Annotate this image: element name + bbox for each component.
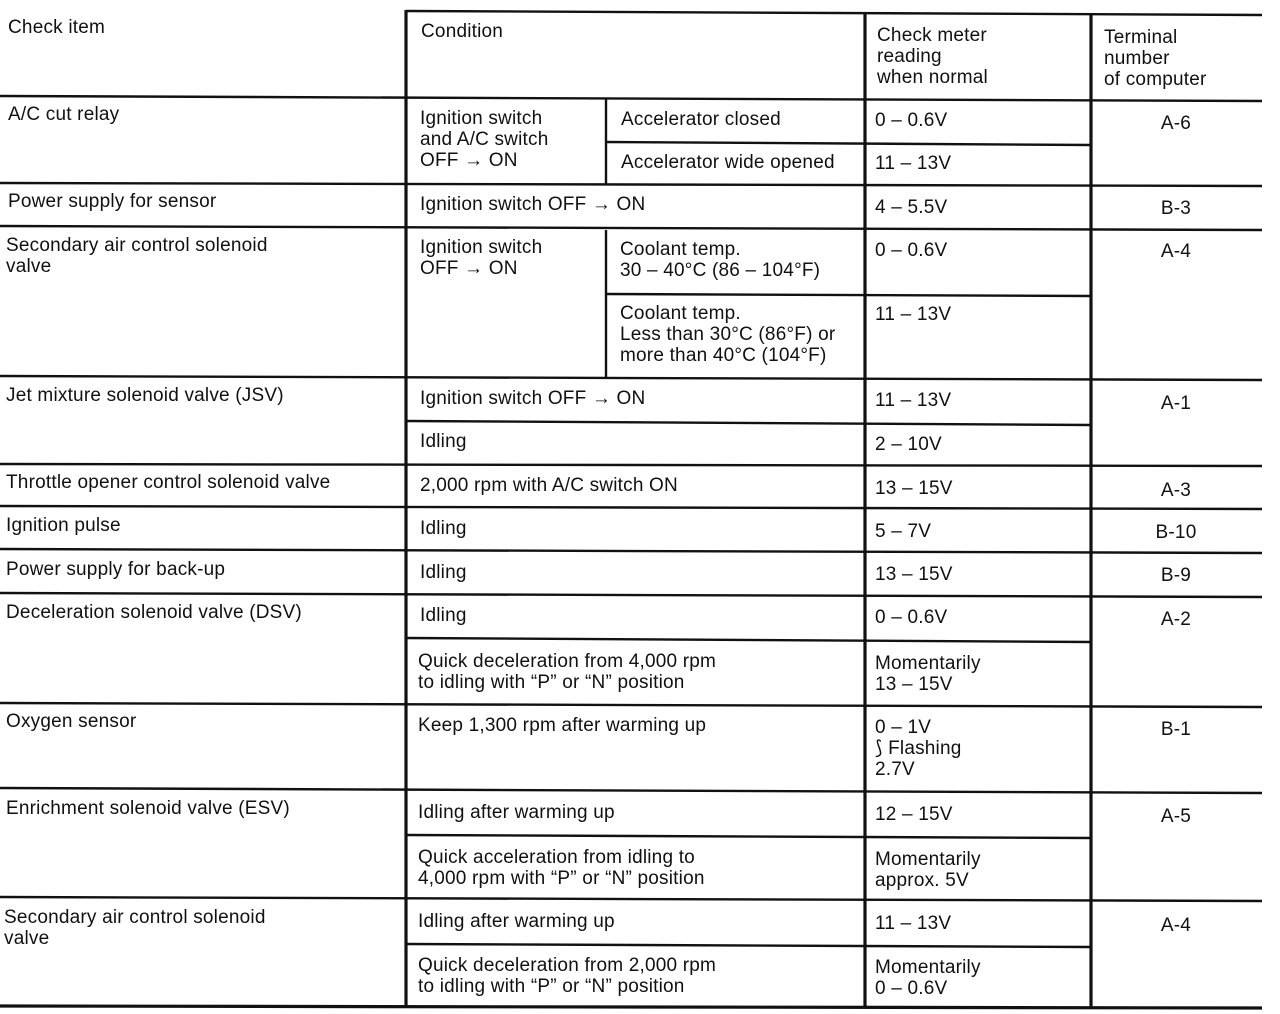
row-reading: 5 – 7V bbox=[875, 521, 932, 542]
row-item: Power supply for sensor bbox=[8, 191, 217, 212]
row-condition: Idling after warming up bbox=[418, 802, 615, 823]
row-item: Power supply for back-up bbox=[6, 559, 226, 580]
grid-line bbox=[606, 142, 1091, 145]
grid-line bbox=[0, 226, 1262, 230]
grid-line bbox=[0, 506, 1262, 509]
row-terminal: A-1 bbox=[1160, 393, 1192, 414]
row-terminal: A-4 bbox=[1160, 915, 1192, 936]
row-condition: Keep 1,300 rpm after warming up bbox=[418, 715, 707, 736]
row-reading: 4 – 5.5V bbox=[875, 197, 948, 218]
row-item: Secondary air control solenoid valve bbox=[4, 907, 266, 949]
row-condition: Ignition switch OFF → ON bbox=[420, 388, 646, 409]
row-condition: Quick acceleration from idling to 4,000 rpm with “P” or “N” position bbox=[418, 847, 705, 889]
row-item: Oxygen sensor bbox=[6, 711, 137, 732]
grid-line bbox=[0, 96, 1262, 101]
grid-line bbox=[406, 421, 1091, 425]
row-reading: 0 – 0.6V bbox=[875, 607, 948, 628]
row-reading: Momentarily 0 – 0.6V bbox=[875, 957, 981, 999]
grid-line bbox=[406, 835, 1091, 838]
row-item: Ignition pulse bbox=[6, 515, 121, 536]
row-item: Enrichment solenoid valve (ESV) bbox=[6, 798, 290, 819]
row-condition: Ignition switch OFF → ON bbox=[420, 194, 646, 215]
grid-line bbox=[0, 897, 1262, 901]
grid-line bbox=[0, 788, 1262, 793]
header-condition: Condition bbox=[421, 21, 504, 42]
row-condition: Idling bbox=[420, 562, 467, 583]
grid-line bbox=[406, 944, 1091, 947]
row-condition: Quick deceleration from 2,000 rpm to idling with “P” or “N” position bbox=[418, 955, 717, 997]
row-terminal: A-5 bbox=[1160, 806, 1192, 827]
row-condition: Ignition switch OFF → ON bbox=[420, 237, 543, 279]
grid-line bbox=[406, 638, 1091, 642]
row-terminal: A-2 bbox=[1160, 609, 1192, 630]
row-item: Throttle opener control solenoid valve bbox=[6, 472, 331, 493]
row-reading: Momentarily approx. 5V bbox=[875, 849, 981, 891]
row-reading: 11 – 13V bbox=[875, 390, 952, 411]
row-subcondition: Coolant temp. 30 – 40°C (86 – 104°F) bbox=[620, 239, 821, 281]
row-condition: Idling after warming up bbox=[418, 911, 615, 932]
row-condition: Idling bbox=[420, 605, 467, 626]
grid-line bbox=[0, 593, 1262, 597]
row-reading: 12 – 15V bbox=[875, 804, 953, 825]
row-terminal: B-10 bbox=[1155, 522, 1197, 543]
row-terminal: A-3 bbox=[1160, 480, 1192, 501]
row-item: Deceleration solenoid valve (DSV) bbox=[6, 602, 302, 623]
header-check-item: Check item bbox=[8, 17, 106, 38]
grid-line bbox=[0, 183, 1262, 186]
row-item: Jet mixture solenoid valve (JSV) bbox=[6, 385, 284, 406]
row-condition: Idling bbox=[420, 431, 467, 452]
grid-line bbox=[0, 376, 1262, 380]
grid-line bbox=[0, 703, 1262, 707]
grid-line bbox=[0, 549, 1262, 553]
grid-line bbox=[0, 1006, 1262, 1008]
row-reading: 0 – 0.6V bbox=[875, 240, 948, 261]
row-reading: Momentarily 13 – 15V bbox=[875, 653, 981, 695]
row-item: Secondary air control solenoid valve bbox=[6, 235, 268, 277]
row-terminal: B-1 bbox=[1160, 719, 1192, 740]
row-condition: 2,000 rpm with A/C switch ON bbox=[420, 475, 678, 496]
row-subcondition: Coolant temp. Less than 30°C (86°F) or more than 40°C (104°F) bbox=[620, 303, 836, 366]
row-terminal: B-9 bbox=[1160, 565, 1192, 586]
row-reading: 0 – 1V ⟆ Flashing 2.7V bbox=[875, 717, 962, 780]
row-subcondition: Accelerator closed bbox=[621, 109, 781, 130]
row-reading: 11 – 13V bbox=[875, 913, 952, 934]
row-terminal: B-3 bbox=[1160, 198, 1192, 219]
header-reading: Check meter reading when normal bbox=[877, 25, 988, 88]
row-condition: Idling bbox=[420, 518, 467, 539]
row-terminal: A-4 bbox=[1160, 241, 1192, 262]
row-terminal: A-6 bbox=[1160, 113, 1192, 134]
row-reading: 0 – 0.6V bbox=[875, 110, 948, 131]
row-reading: 13 – 15V bbox=[875, 478, 953, 499]
row-reading: 11 – 13V bbox=[875, 304, 952, 325]
row-reading: 13 – 15V bbox=[875, 564, 953, 585]
header-terminal: Terminal number of computer bbox=[1104, 27, 1207, 90]
row-condition: Quick deceleration from 4,000 rpm to idling with “P” or “N” position bbox=[418, 651, 717, 693]
grid-line bbox=[406, 11, 1262, 15]
row-condition: Ignition switch and A/C switch OFF → ON bbox=[420, 108, 549, 171]
row-reading: 11 – 13V bbox=[875, 153, 952, 174]
row-subcondition: Accelerator wide opened bbox=[621, 152, 835, 173]
row-item: A/C cut relay bbox=[8, 104, 120, 125]
grid-line bbox=[606, 294, 1091, 296]
row-reading: 2 – 10V bbox=[875, 434, 942, 455]
grid-line bbox=[0, 464, 1262, 466]
